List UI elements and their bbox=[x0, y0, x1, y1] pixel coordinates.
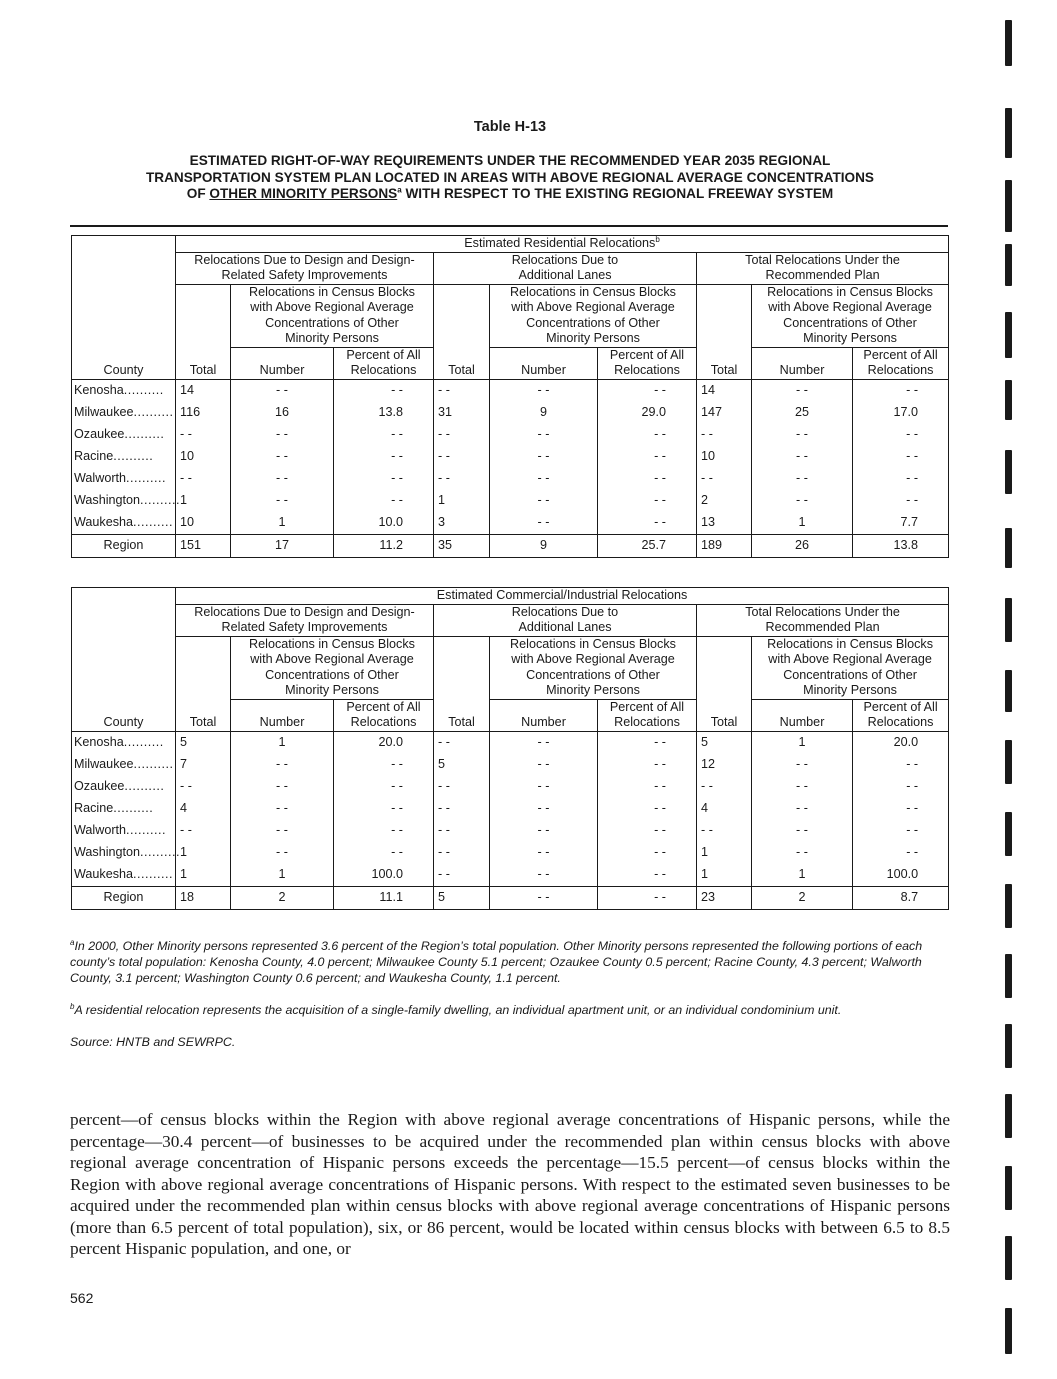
total-cell: 1 bbox=[176, 490, 231, 512]
total-cell: - - bbox=[434, 424, 490, 446]
total-cell: - - bbox=[697, 776, 752, 798]
percent-cell: - - bbox=[906, 426, 919, 441]
number-cell: - - bbox=[752, 842, 853, 864]
percent-cell: 10.0 bbox=[334, 512, 434, 535]
col-county: County bbox=[72, 699, 176, 731]
table-title-line-1: ESTIMATED RIGHT-OF-WAY REQUIREMENTS UNDER THE RECOMMENDED YEAR 2035 REGIONAL bbox=[189, 153, 831, 168]
percent-cell: - - bbox=[598, 424, 697, 446]
total-cell: 10 bbox=[176, 446, 231, 468]
table-row bbox=[72, 820, 949, 842]
number-cell: - - bbox=[490, 798, 598, 820]
subgroup-census-blocks: Relocations in Census Blocks with Above Regional Average Concentrations of Other Minority Persons bbox=[752, 636, 949, 699]
percent-cell: - - bbox=[598, 864, 697, 887]
table-row bbox=[72, 402, 949, 424]
percent-cell: 17.0 bbox=[893, 404, 919, 419]
footnote-marker-a: a bbox=[397, 185, 402, 195]
number-cell: - - bbox=[752, 424, 853, 446]
percent-cell: - - bbox=[334, 424, 434, 446]
total-cell: - - bbox=[434, 820, 490, 842]
total-cell: - - bbox=[176, 424, 231, 446]
number-cell: 1 bbox=[231, 864, 334, 887]
percent-cell: - - bbox=[334, 490, 434, 512]
percent-cell: - - bbox=[598, 490, 697, 512]
table-row bbox=[72, 446, 949, 468]
table-row bbox=[72, 512, 949, 535]
number-cell: - - bbox=[752, 468, 853, 490]
percent-cell: - - bbox=[334, 468, 434, 490]
number-cell: - - bbox=[752, 798, 853, 820]
total-cell: 1 bbox=[697, 864, 752, 887]
leader-dots: .......... bbox=[133, 514, 174, 529]
total-cell: 31 bbox=[434, 402, 490, 424]
total-cell: 4 bbox=[697, 798, 752, 820]
percent-cell: - - bbox=[906, 756, 919, 771]
table-row bbox=[72, 776, 949, 798]
number-cell: 17 bbox=[231, 534, 334, 557]
leader-dots: .......... bbox=[126, 470, 167, 485]
number-cell: - - bbox=[231, 798, 334, 820]
number-cell: - - bbox=[231, 468, 334, 490]
col-percent: Percent of All Relocations bbox=[598, 699, 697, 731]
percent-cell: - - bbox=[598, 798, 697, 820]
number-cell: 26 bbox=[752, 534, 853, 557]
percent-cell: 25.7 bbox=[598, 534, 697, 557]
leader-dots: .......... bbox=[133, 756, 174, 771]
table-row bbox=[72, 379, 949, 402]
total-cell: 1 bbox=[176, 864, 231, 887]
number-cell: - - bbox=[490, 754, 598, 776]
county-name: Waukesha.......... bbox=[72, 864, 176, 887]
col-number: Number bbox=[231, 699, 334, 731]
percent-cell: - - bbox=[598, 886, 697, 909]
county-name: Milwaukee.......... bbox=[72, 754, 176, 776]
total-cell: 10 bbox=[697, 446, 752, 468]
percent-cell: 11.2 bbox=[334, 534, 434, 557]
percent-cell: - - bbox=[906, 492, 919, 507]
commercial-rows bbox=[72, 731, 949, 909]
col-county: County bbox=[72, 347, 176, 379]
col-total: Total bbox=[434, 699, 490, 731]
total-cell: 1 bbox=[697, 842, 752, 864]
number-cell: 1 bbox=[231, 731, 334, 754]
number-cell: 9 bbox=[490, 534, 598, 557]
total-cell: 116 bbox=[176, 402, 231, 424]
number-cell: - - bbox=[231, 820, 334, 842]
residential-relocations-table bbox=[71, 235, 949, 558]
commercial-section-title: Estimated Commercial/Industrial Relocations bbox=[176, 588, 949, 605]
group-design-safety: Relocations Due to Design and Design- Related Safety Improvements bbox=[176, 604, 434, 636]
number-cell: - - bbox=[752, 754, 853, 776]
subgroup-census-blocks: Relocations in Census Blocks with Above Regional Average Concentrations of Other Minority Persons bbox=[490, 284, 697, 347]
source-note: Source: HNTB and SEWRPC. bbox=[70, 1035, 236, 1049]
number-cell: - - bbox=[752, 446, 853, 468]
table-title bbox=[70, 153, 950, 203]
total-cell: 3 bbox=[434, 512, 490, 535]
total-cell: 14 bbox=[697, 379, 752, 402]
col-percent: Percent of All Relocations bbox=[598, 347, 697, 379]
total-cell: 5 bbox=[697, 731, 752, 754]
total-cell: - - bbox=[434, 776, 490, 798]
total-cell: - - bbox=[176, 468, 231, 490]
total-cell: 1 bbox=[434, 490, 490, 512]
leader-dots: .......... bbox=[140, 492, 181, 507]
number-cell: 9 bbox=[490, 402, 598, 424]
total-cell: - - bbox=[434, 798, 490, 820]
percent-cell: 13.8 bbox=[334, 402, 434, 424]
leader-dots: .......... bbox=[124, 778, 165, 793]
percent-cell: 11.1 bbox=[334, 886, 434, 909]
total-cell: - - bbox=[176, 820, 231, 842]
col-number: Number bbox=[490, 347, 598, 379]
scan-edge-marks bbox=[1005, 0, 1035, 1379]
number-cell: - - bbox=[490, 731, 598, 754]
table-row bbox=[72, 424, 949, 446]
residential-section-title: Estimated Residential Relocations$^b$ bbox=[176, 236, 949, 253]
total-cell: - - bbox=[434, 379, 490, 402]
county-name: Region bbox=[72, 534, 176, 557]
county-name: Walworth.......... bbox=[72, 468, 176, 490]
county-name: Kenosha.......... bbox=[72, 379, 176, 402]
total-cell: 1 bbox=[176, 842, 231, 864]
number-cell: - - bbox=[490, 490, 598, 512]
group-total-plan: Total Relocations Under the Recommended Plan bbox=[697, 252, 949, 284]
number-cell: 1 bbox=[752, 864, 853, 887]
table-number: Table H-13 bbox=[473, 119, 547, 135]
group-additional-lanes: Relocations Due to Additional Lanes bbox=[434, 604, 697, 636]
percent-cell: - - bbox=[598, 754, 697, 776]
percent-cell: - - bbox=[906, 822, 919, 837]
percent-cell: - - bbox=[334, 754, 434, 776]
col-percent: Percent of All Relocations bbox=[853, 699, 949, 731]
region-total-row bbox=[72, 886, 949, 909]
number-cell: - - bbox=[231, 754, 334, 776]
percent-cell: - - bbox=[598, 731, 697, 754]
total-cell: - - bbox=[434, 468, 490, 490]
table-row bbox=[72, 864, 949, 887]
col-number: Number bbox=[490, 699, 598, 731]
percent-cell: - - bbox=[598, 468, 697, 490]
total-cell: 2 bbox=[697, 490, 752, 512]
total-cell: - - bbox=[434, 446, 490, 468]
total-cell: 23 bbox=[697, 886, 752, 909]
body-paragraph: percent—of census blocks within the Region with above regional average concentrations of Hispanic persons, while the percentage—30.4 percent—of businesses to be acquired under the recommended plan within census blocks with above regional average concentration of Hispanic persons exceeds the percentage—15.5 percent—of census blocks within the Region with above regional average concentrations of Hispanic persons. With respect to the estimated seven businesses to be acquired under the recommended plan within census blocks with above regional average concentrations of Hispanic persons (more than 6.5 percent of total population), six, or 86 percent, would be located within census blocks with between 6.5 to 8.5 percent Hispanic population, and one, or bbox=[70, 1110, 950, 1258]
col-number: Number bbox=[231, 347, 334, 379]
col-total: Total bbox=[697, 347, 752, 379]
total-cell: 14 bbox=[176, 379, 231, 402]
table-row bbox=[72, 490, 949, 512]
col-total: Total bbox=[176, 347, 231, 379]
percent-cell: - - bbox=[598, 776, 697, 798]
percent-cell: 20.0 bbox=[334, 731, 434, 754]
percent-cell: - - bbox=[906, 800, 919, 815]
table-title-line-3: OF OTHER MINORITY PERSONS$^a$ WITH RESPECT TO THE EXISTING REGIONAL FREEWAY SYSTEM bbox=[186, 185, 834, 201]
percent-cell: - - bbox=[334, 798, 434, 820]
leader-dots: .......... bbox=[133, 866, 174, 881]
number-cell: 25 bbox=[752, 402, 853, 424]
total-cell: - - bbox=[697, 820, 752, 842]
number-cell: 1 bbox=[752, 731, 853, 754]
total-cell: 10 bbox=[176, 512, 231, 535]
county-name: Racine.......... bbox=[72, 446, 176, 468]
total-cell: 7 bbox=[176, 754, 231, 776]
commercial-relocations-table bbox=[71, 587, 949, 910]
table-row bbox=[72, 468, 949, 490]
total-cell: 12 bbox=[697, 754, 752, 776]
number-cell: - - bbox=[231, 446, 334, 468]
region-total-row bbox=[72, 534, 949, 557]
total-cell: 35 bbox=[434, 534, 490, 557]
number-cell: 2 bbox=[752, 886, 853, 909]
col-percent: Percent of All Relocations bbox=[334, 347, 434, 379]
total-cell: 5 bbox=[434, 754, 490, 776]
county-name: Racine.......... bbox=[72, 798, 176, 820]
percent-cell: - - bbox=[598, 820, 697, 842]
number-cell: - - bbox=[490, 776, 598, 798]
group-design-safety: Relocations Due to Design and Design- Related Safety Improvements bbox=[176, 252, 434, 284]
total-cell: - - bbox=[434, 864, 490, 887]
number-cell: 1 bbox=[231, 512, 334, 535]
table-title-line-2: TRANSPORTATION SYSTEM PLAN LOCATED IN AREAS WITH ABOVE REGIONAL AVERAGE CONCENTRATIONS bbox=[145, 169, 875, 185]
col-percent: Percent of All Relocations bbox=[334, 699, 434, 731]
col-number: Number bbox=[752, 347, 853, 379]
percent-cell: - - bbox=[906, 448, 919, 463]
footnote-marker-b: b bbox=[655, 234, 660, 244]
subgroup-census-blocks: Relocations in Census Blocks with Above Regional Average Concentrations of Other Minority Persons bbox=[231, 284, 434, 347]
leader-dots: .......... bbox=[133, 404, 174, 419]
percent-cell: 29.0 bbox=[598, 402, 697, 424]
leader-dots: .......... bbox=[124, 426, 165, 441]
percent-cell: - - bbox=[906, 470, 919, 485]
total-cell: - - bbox=[434, 842, 490, 864]
leader-dots: .......... bbox=[113, 448, 154, 463]
county-name: Milwaukee.......... bbox=[72, 402, 176, 424]
residential-rows bbox=[72, 379, 949, 557]
number-cell: 2 bbox=[231, 886, 334, 909]
group-additional-lanes: Relocations Due to Additional Lanes bbox=[434, 252, 697, 284]
number-cell: - - bbox=[231, 379, 334, 402]
col-total: Total bbox=[176, 699, 231, 731]
total-cell: 5 bbox=[176, 731, 231, 754]
percent-cell: - - bbox=[906, 382, 919, 397]
table-row bbox=[72, 798, 949, 820]
number-cell: - - bbox=[490, 446, 598, 468]
percent-cell: - - bbox=[334, 842, 434, 864]
page-number: 562 bbox=[70, 1290, 94, 1306]
percent-cell: - - bbox=[334, 820, 434, 842]
col-number: Number bbox=[752, 699, 853, 731]
county-name: Walworth.......... bbox=[72, 820, 176, 842]
footnote-a: $^a$In 2000, Other Minority persons represented 3.6 percent of the Region’s total population. Other Minority persons represented the following portions of each county’s total population: Kenosha County, 4.0 percent; Milwaukee County 5.1 percent; Ozaukee County 0.5 percent; Racine County, 4.3 percent; Walworth County, 3.1 percent; Washington County 0.6 percent; and Waukesha County, 1.1 percent. bbox=[70, 937, 923, 985]
percent-cell: - - bbox=[334, 379, 434, 402]
percent-cell: - - bbox=[334, 776, 434, 798]
total-cell: 151 bbox=[176, 534, 231, 557]
number-cell: - - bbox=[490, 842, 598, 864]
total-cell: 189 bbox=[697, 534, 752, 557]
footnote-b: $^b$A residential relocation represents the acquisition of a single-family dwelling, an individual apartment unit, or an individual condominium unit. bbox=[70, 1001, 842, 1017]
percent-cell: - - bbox=[906, 844, 919, 859]
number-cell: 1 bbox=[752, 512, 853, 535]
percent-cell: - - bbox=[906, 778, 919, 793]
total-cell: 13 bbox=[697, 512, 752, 535]
county-name: Waukesha.......... bbox=[72, 512, 176, 535]
number-cell: - - bbox=[231, 424, 334, 446]
col-total: Total bbox=[434, 347, 490, 379]
percent-cell: - - bbox=[598, 446, 697, 468]
number-cell: - - bbox=[231, 490, 334, 512]
percent-cell: - - bbox=[598, 842, 697, 864]
subgroup-census-blocks: Relocations in Census Blocks with Above Regional Average Concentrations of Other Minority Persons bbox=[231, 636, 434, 699]
table-row bbox=[72, 842, 949, 864]
total-cell: 4 bbox=[176, 798, 231, 820]
percent-cell: 20.0 bbox=[893, 734, 919, 749]
title-underlined-term: OTHER MINORITY PERSONS bbox=[209, 186, 398, 201]
percent-cell: 100.0 bbox=[334, 864, 434, 887]
total-cell: - - bbox=[176, 776, 231, 798]
percent-cell: - - bbox=[598, 379, 697, 402]
number-cell: 16 bbox=[231, 402, 334, 424]
total-cell: - - bbox=[697, 424, 752, 446]
number-cell: - - bbox=[490, 468, 598, 490]
number-cell: - - bbox=[752, 820, 853, 842]
number-cell: - - bbox=[490, 379, 598, 402]
county-name: Region bbox=[72, 886, 176, 909]
leader-dots: .......... bbox=[140, 844, 181, 859]
number-cell: - - bbox=[490, 886, 598, 909]
percent-cell: 13.8 bbox=[853, 534, 949, 557]
subgroup-census-blocks: Relocations in Census Blocks with Above Regional Average Concentrations of Other Minority Persons bbox=[490, 636, 697, 699]
number-cell: - - bbox=[231, 776, 334, 798]
county-name: Washington.......... bbox=[72, 842, 176, 864]
leader-dots: .......... bbox=[123, 734, 164, 749]
col-total: Total bbox=[697, 699, 752, 731]
col-percent: Percent of All Relocations bbox=[853, 347, 949, 379]
table-row bbox=[72, 754, 949, 776]
number-cell: - - bbox=[752, 379, 853, 402]
percent-cell: 100.0 bbox=[886, 866, 919, 881]
county-name: Ozaukee.......... bbox=[72, 424, 176, 446]
leader-dots: .......... bbox=[113, 800, 154, 815]
number-cell: - - bbox=[490, 512, 598, 535]
number-cell: - - bbox=[752, 776, 853, 798]
number-cell: - - bbox=[231, 842, 334, 864]
total-cell: 18 bbox=[176, 886, 231, 909]
group-total-plan: Total Relocations Under the Recommended Plan bbox=[697, 604, 949, 636]
number-cell: - - bbox=[490, 864, 598, 887]
number-cell: - - bbox=[490, 424, 598, 446]
total-cell: - - bbox=[697, 468, 752, 490]
percent-cell: 8.7 bbox=[853, 886, 949, 909]
total-cell: - - bbox=[434, 731, 490, 754]
county-name: Washington.......... bbox=[72, 490, 176, 512]
subgroup-census-blocks: Relocations in Census Blocks with Above Regional Average Concentrations of Other Minority Persons bbox=[752, 284, 949, 347]
leader-dots: .......... bbox=[126, 822, 167, 837]
county-name: Kenosha.......... bbox=[72, 731, 176, 754]
percent-cell: - - bbox=[334, 446, 434, 468]
number-cell: - - bbox=[752, 490, 853, 512]
table-row bbox=[72, 731, 949, 754]
percent-cell: - - bbox=[598, 512, 697, 535]
county-name: Ozaukee.......... bbox=[72, 776, 176, 798]
total-cell: 5 bbox=[434, 886, 490, 909]
title-rule bbox=[70, 225, 948, 227]
percent-cell: 7.7 bbox=[900, 514, 919, 529]
number-cell: - - bbox=[490, 820, 598, 842]
leader-dots: .......... bbox=[123, 382, 164, 397]
total-cell: 147 bbox=[697, 402, 752, 424]
